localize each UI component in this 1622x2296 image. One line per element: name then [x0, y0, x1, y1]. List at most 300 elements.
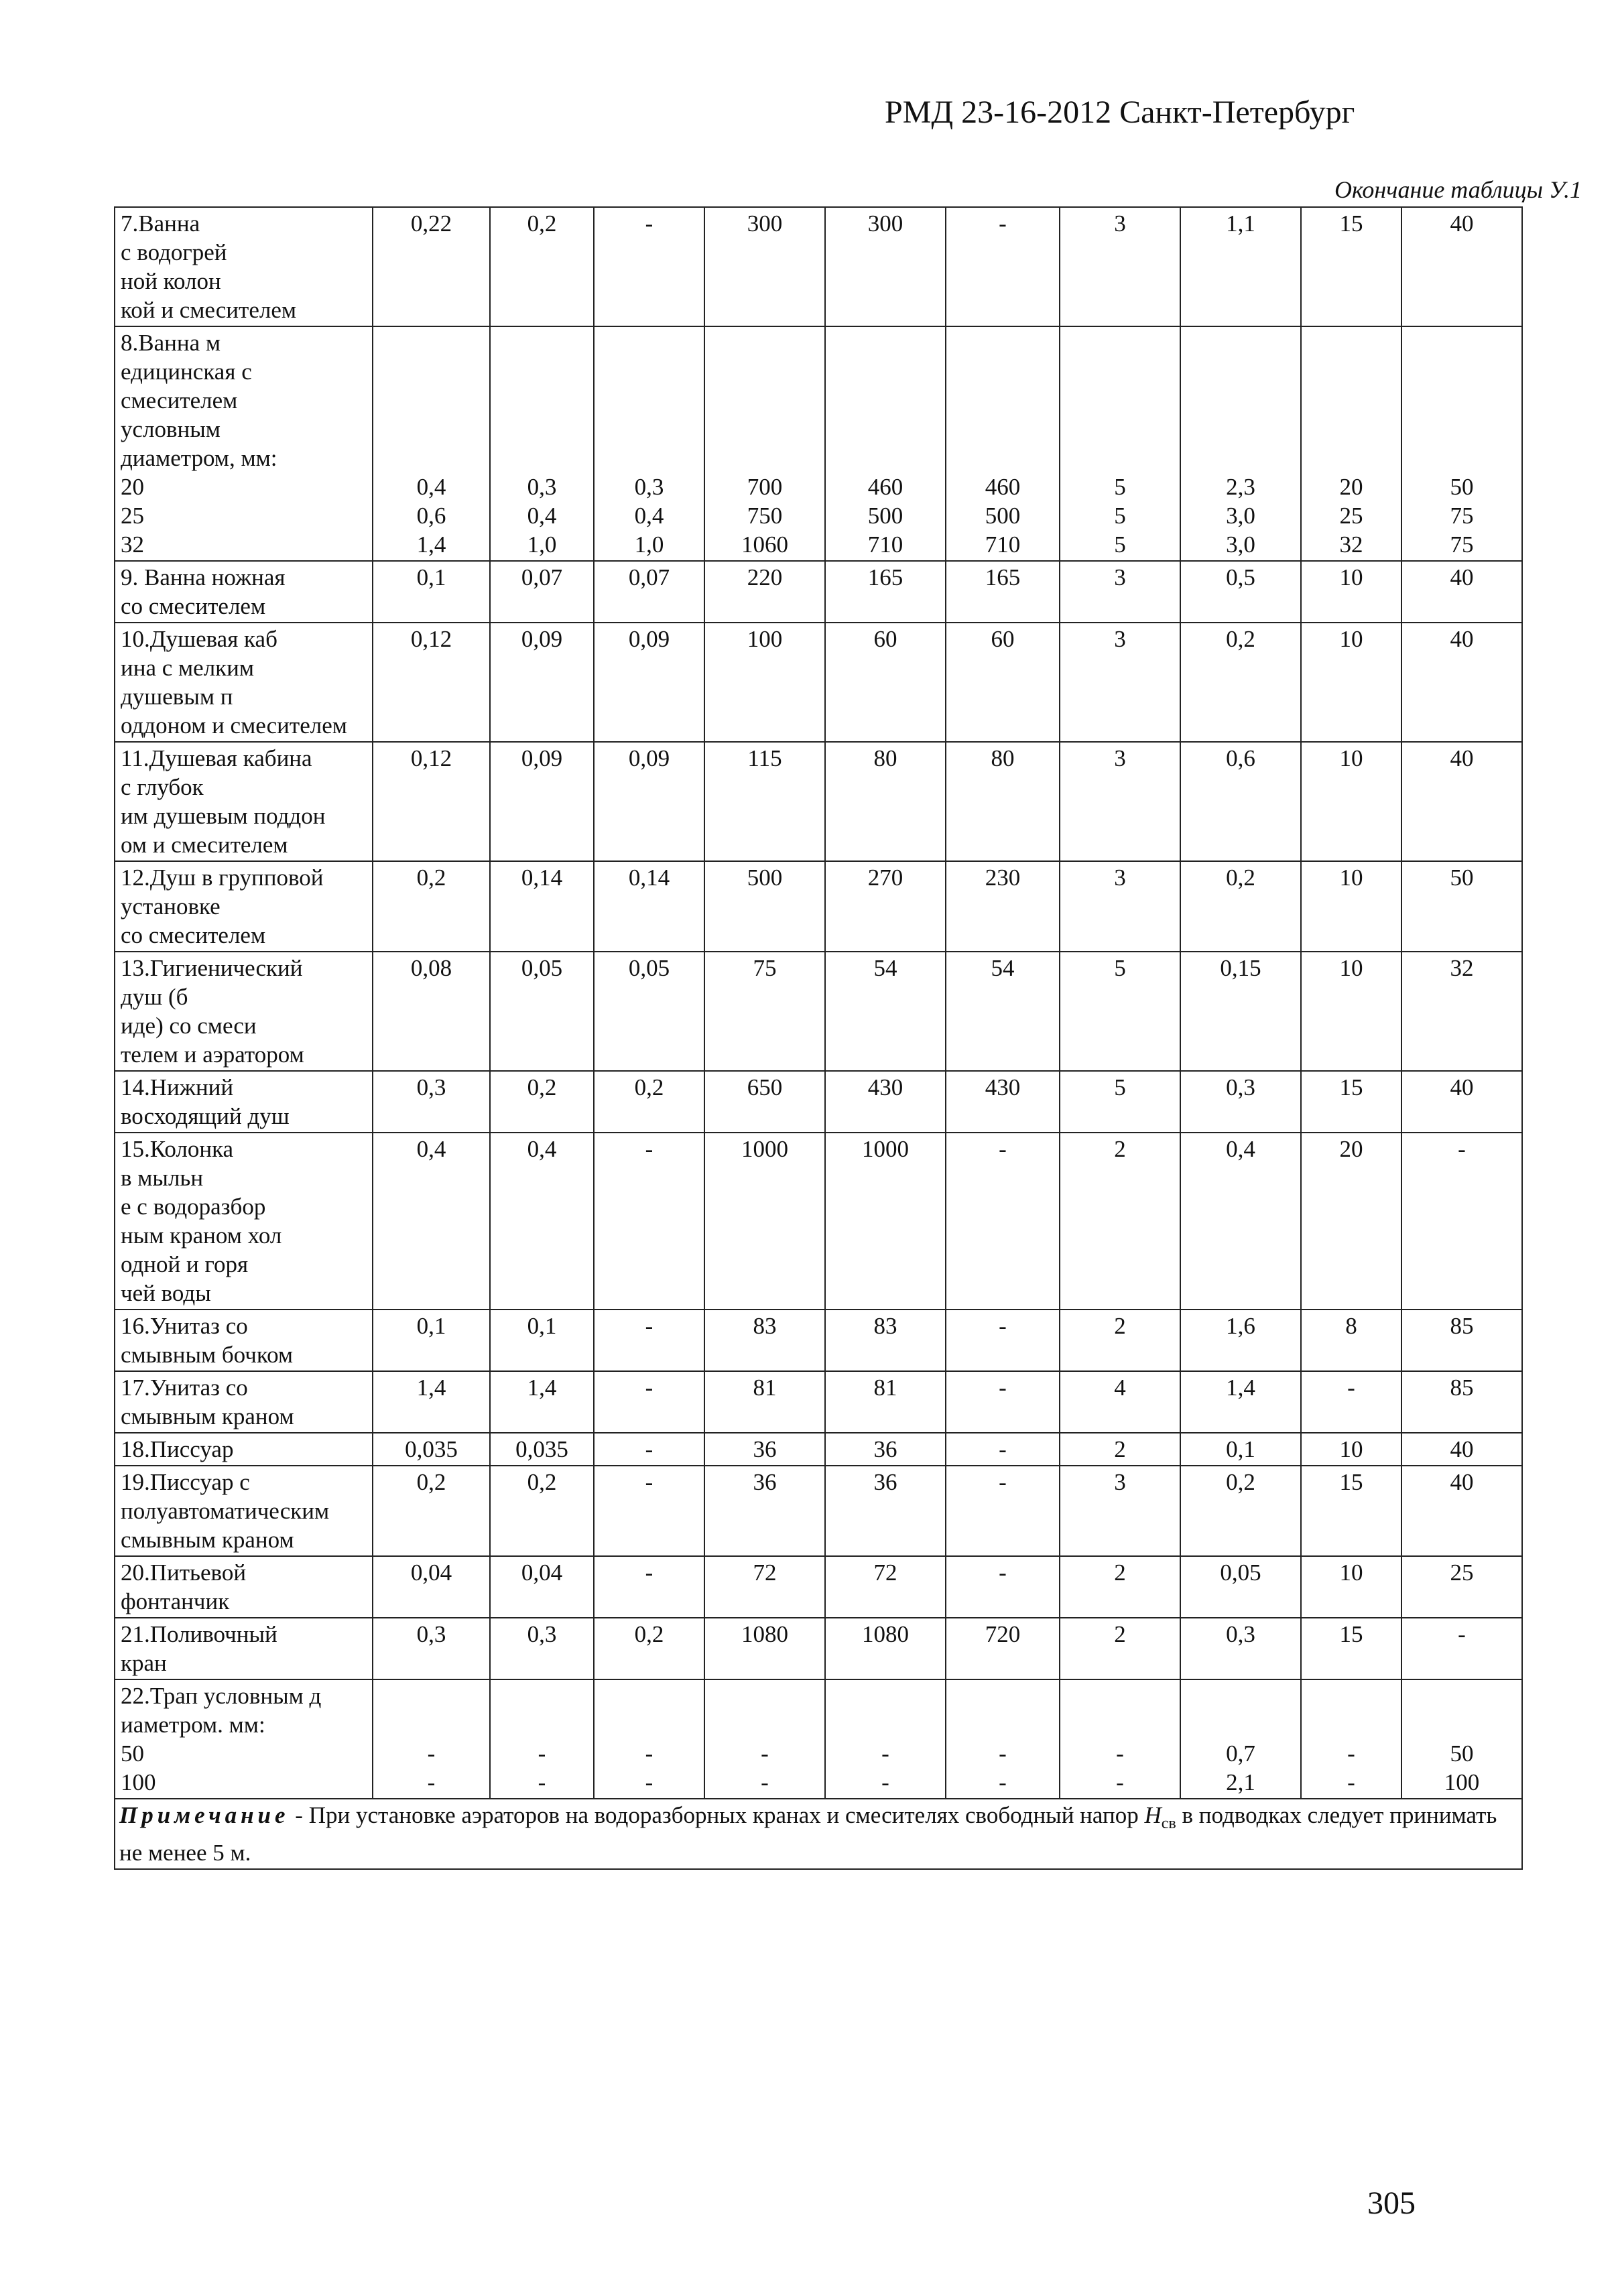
- spacer: [1185, 444, 1296, 472]
- value-cell: 0,09: [490, 742, 594, 861]
- value-cell: 83: [704, 1310, 825, 1371]
- fixture-name-line: восходящий душ: [121, 1103, 290, 1129]
- value-cell: 0,2: [1180, 623, 1301, 742]
- value-cell: [704, 326, 825, 561]
- spacer: [950, 1681, 1055, 1710]
- value: 75: [1450, 503, 1474, 529]
- fixture-name-line: 21.Поливочный: [121, 1621, 277, 1647]
- table-row: [115, 742, 1522, 861]
- page-number: 305: [1367, 2185, 1416, 2221]
- fixture-name-line: 19.Писсуар с: [121, 1469, 250, 1495]
- value: 0,7: [1226, 1740, 1255, 1767]
- value-cell: 54: [946, 952, 1060, 1071]
- value-cell: -: [594, 1433, 704, 1466]
- fixture-name-line: 11.Душевая кабина: [121, 745, 312, 771]
- value-cell: 0,04: [373, 1556, 490, 1618]
- value: -: [1347, 1769, 1355, 1795]
- value-cell: 270: [825, 861, 946, 952]
- value-cell: 0,14: [490, 861, 594, 952]
- table-row: [115, 1310, 1522, 1371]
- spacer: [1406, 328, 1517, 357]
- value-cell: 300: [825, 207, 946, 326]
- spacer: [709, 444, 820, 472]
- value-cell: 165: [946, 561, 1060, 623]
- value: -: [538, 1740, 546, 1767]
- value-cell: 25: [1401, 1556, 1522, 1618]
- table-row: [115, 952, 1522, 1071]
- spacer: [1306, 1681, 1397, 1710]
- fixture-name-line: едицинская с: [121, 359, 252, 385]
- value-cell: 0,05: [594, 952, 704, 1071]
- value-cell: 85: [1401, 1310, 1522, 1371]
- spacer: [709, 415, 820, 444]
- value-cell: 0,2: [490, 207, 594, 326]
- spacer: [599, 415, 700, 444]
- value-cell: 0,09: [594, 623, 704, 742]
- value-cell: -: [946, 1371, 1060, 1433]
- value-cell: 10: [1301, 861, 1401, 952]
- value: -: [645, 1740, 653, 1767]
- value: 20: [1339, 474, 1363, 500]
- value-cell: 15: [1301, 1466, 1401, 1556]
- value: 75: [1450, 531, 1474, 558]
- spacer: [1406, 386, 1517, 415]
- value-cell: 0,2: [373, 1466, 490, 1556]
- table-row: [115, 1433, 1522, 1466]
- value-cell: [373, 326, 490, 561]
- spacer: [830, 357, 941, 386]
- value-cell: -: [1401, 1133, 1522, 1310]
- fixture-name-cell: [115, 952, 373, 1071]
- spacer: [1185, 357, 1296, 386]
- value-cell: 40: [1401, 623, 1522, 742]
- spacer: [950, 386, 1055, 415]
- spacer: [1064, 357, 1176, 386]
- value-cell: 10: [1301, 1556, 1401, 1618]
- value-cell: 54: [825, 952, 946, 1071]
- value-cell: 1080: [825, 1618, 946, 1679]
- fixture-name-cell: [115, 1618, 373, 1679]
- spacer: [1064, 386, 1176, 415]
- spacer: [1306, 444, 1397, 472]
- fixture-name-line: в мыльн: [121, 1165, 204, 1191]
- fixture-name-cell: [115, 207, 373, 326]
- value-cell: 1,6: [1180, 1310, 1301, 1371]
- value-cell: 0,4: [1180, 1133, 1301, 1310]
- fixture-name-cell: [115, 742, 373, 861]
- value-cell: 0,2: [594, 1618, 704, 1679]
- value-cell: 0,2: [1180, 1466, 1301, 1556]
- table-note: [115, 1799, 1522, 1869]
- value-cell: 2: [1060, 1556, 1180, 1618]
- value-cell: 1,4: [490, 1371, 594, 1433]
- value-cell: 3: [1060, 623, 1180, 742]
- spacer: [830, 415, 941, 444]
- value-cell: 0,3: [490, 1618, 594, 1679]
- spacer: [377, 415, 485, 444]
- spacer: [495, 415, 589, 444]
- fixture-name-cell: [115, 1133, 373, 1310]
- value-cell: 0,1: [1180, 1433, 1301, 1466]
- value-cell: [1060, 326, 1180, 561]
- table-row: [115, 1133, 1522, 1310]
- spacer: [1064, 1710, 1176, 1739]
- spacer: [377, 328, 485, 357]
- fixture-name-line: душ (б: [121, 984, 188, 1010]
- value-cell: -: [946, 1556, 1060, 1618]
- fixture-name-line: ина с мелким: [121, 655, 255, 681]
- value-cell: 36: [825, 1466, 946, 1556]
- fixture-name-cell: [115, 1433, 373, 1466]
- spacer: [830, 1710, 941, 1739]
- fixture-name-line: фонтанчик: [121, 1588, 230, 1614]
- spacer: [1406, 1681, 1517, 1710]
- diameter-label: 32: [121, 531, 144, 558]
- table-row: [115, 1556, 1522, 1618]
- value: -: [427, 1740, 436, 1767]
- value-cell: 0,1: [373, 561, 490, 623]
- fixture-name-line: 8.Ванна м: [121, 330, 221, 356]
- value-cell: 40: [1401, 207, 1522, 326]
- fixture-name-line: е с водоразбор: [121, 1194, 266, 1220]
- value-cell: -: [946, 1310, 1060, 1371]
- fixture-name-line: кой и смесителем: [121, 297, 297, 323]
- table-row: [115, 207, 1522, 326]
- value: 50: [1450, 1740, 1474, 1767]
- value: 710: [867, 531, 903, 558]
- value-cell: 0,2: [594, 1071, 704, 1133]
- table-row: [115, 861, 1522, 952]
- spacer: [599, 328, 700, 357]
- value-cell: -: [946, 207, 1060, 326]
- value-cell: 36: [704, 1466, 825, 1556]
- spacer: [599, 357, 700, 386]
- value-cell: 0,3: [373, 1618, 490, 1679]
- value-cell: 0,5: [1180, 561, 1301, 623]
- value-cell: 3: [1060, 1466, 1180, 1556]
- value: -: [1347, 1740, 1355, 1767]
- value: 0,4: [634, 503, 664, 529]
- value-cell: [704, 1679, 825, 1799]
- value: 0,3: [527, 474, 557, 500]
- value-cell: -: [594, 1556, 704, 1618]
- fixture-name-line: 17.Унитаз со: [121, 1375, 248, 1401]
- fixture-name-line: одной и горя: [121, 1251, 249, 1277]
- value: -: [645, 1769, 653, 1795]
- value: 0,4: [527, 503, 557, 529]
- spacer: [830, 1681, 941, 1710]
- value-cell: 83: [825, 1310, 946, 1371]
- value-cell: -: [946, 1133, 1060, 1310]
- value-cell: 80: [825, 742, 946, 861]
- value-cell: 1,4: [1180, 1371, 1301, 1433]
- spacer: [1306, 357, 1397, 386]
- value-cell: 115: [704, 742, 825, 861]
- value-cell: 72: [704, 1556, 825, 1618]
- value: 0,6: [416, 503, 446, 529]
- spacer: [830, 444, 941, 472]
- spacer: [1185, 386, 1296, 415]
- value: 25: [1339, 503, 1363, 529]
- value-cell: [490, 326, 594, 561]
- diameter-label: 20: [121, 474, 144, 500]
- value-cell: 15: [1301, 1618, 1401, 1679]
- table-row: [115, 326, 1522, 561]
- value-cell: 0,3: [1180, 1618, 1301, 1679]
- fixture-name-cell: [115, 1071, 373, 1133]
- value-cell: 10: [1301, 561, 1401, 623]
- value: 750: [747, 503, 783, 529]
- spacer: [495, 1681, 589, 1710]
- fixture-name-line: 7.Ванна: [121, 210, 200, 237]
- table-row: [115, 623, 1522, 742]
- fixture-name-line: смывным краном: [121, 1527, 294, 1553]
- fixture-name-line: 12.Душ в групповой: [121, 865, 324, 891]
- value-cell: -: [1301, 1371, 1401, 1433]
- fixture-name-cell: [115, 561, 373, 623]
- value-cell: 300: [704, 207, 825, 326]
- value-cell: 230: [946, 861, 1060, 952]
- spacer: [495, 328, 589, 357]
- value: 100: [1444, 1769, 1480, 1795]
- value-cell: 40: [1401, 1433, 1522, 1466]
- spacer: [950, 328, 1055, 357]
- spacer: [377, 386, 485, 415]
- value: 0,3: [634, 474, 664, 500]
- value-cell: 0,035: [490, 1433, 594, 1466]
- value-cell: 40: [1401, 561, 1522, 623]
- value-cell: 80: [946, 742, 1060, 861]
- table-row: [115, 1071, 1522, 1133]
- note-label: Примечание: [119, 1802, 290, 1828]
- value-cell: 40: [1401, 1466, 1522, 1556]
- spacer: [1306, 386, 1397, 415]
- fixture-name-line: душевым п: [121, 684, 233, 710]
- value-cell: 165: [825, 561, 946, 623]
- value-cell: 15: [1301, 207, 1401, 326]
- spacer: [1406, 415, 1517, 444]
- spacer: [1306, 415, 1397, 444]
- value-cell: 3: [1060, 207, 1180, 326]
- value: 5: [1114, 474, 1126, 500]
- value-cell: [825, 1679, 946, 1799]
- value: 32: [1339, 531, 1363, 558]
- note-text-2: в подводках следует принимать не менее 5 м.: [119, 1802, 1497, 1866]
- value-cell: 85: [1401, 1371, 1522, 1433]
- value: -: [761, 1769, 769, 1795]
- spacer: [495, 357, 589, 386]
- fixture-name-line: иаметром. мм:: [121, 1712, 265, 1738]
- note-symbol: $H_{св}$: [1144, 1802, 1176, 1832]
- value-cell: 36: [704, 1433, 825, 1466]
- spacer: [709, 386, 820, 415]
- value-cell: 1080: [704, 1618, 825, 1679]
- value-cell: 40: [1401, 1071, 1522, 1133]
- spacer: [709, 328, 820, 357]
- spacer: [599, 386, 700, 415]
- value-cell: -: [594, 1371, 704, 1433]
- fixture-name-line: смывным краном: [121, 1403, 294, 1429]
- document-header: РМД 23-16-2012 Санкт-Петербург: [885, 94, 1355, 130]
- value-cell: 0,07: [490, 561, 594, 623]
- value: 460: [985, 474, 1021, 500]
- spacer: [495, 1710, 589, 1739]
- value-cell: 0,6: [1180, 742, 1301, 861]
- spacer: [495, 444, 589, 472]
- spacer: [377, 357, 485, 386]
- spacer: [709, 357, 820, 386]
- value-cell: 10: [1301, 1433, 1401, 1466]
- fixture-name-line: телем и аэратором: [121, 1041, 304, 1068]
- spacer: [599, 444, 700, 472]
- value-cell: 20: [1301, 1133, 1401, 1310]
- value: 1,0: [634, 531, 664, 558]
- spacer: [1064, 1681, 1176, 1710]
- value-cell: -: [594, 1133, 704, 1310]
- value-cell: [1401, 326, 1522, 561]
- value-cell: [946, 326, 1060, 561]
- fixture-name-cell: [115, 1310, 373, 1371]
- spacer: [1064, 415, 1176, 444]
- value-cell: 5: [1060, 1071, 1180, 1133]
- value: -: [761, 1740, 769, 1767]
- value-cell: 0,035: [373, 1433, 490, 1466]
- spacer: [950, 444, 1055, 472]
- fixture-name-line: смывным бочком: [121, 1342, 294, 1368]
- value: -: [881, 1769, 889, 1795]
- spacer: [495, 386, 589, 415]
- fixture-name-line: 22.Трап условным д: [121, 1683, 322, 1709]
- value-cell: 75: [704, 952, 825, 1071]
- value-cell: 100: [704, 623, 825, 742]
- value-cell: 50: [1401, 861, 1522, 952]
- value-cell: 0,08: [373, 952, 490, 1071]
- value-cell: 0,4: [490, 1133, 594, 1310]
- spacer: [377, 1710, 485, 1739]
- table-row: [115, 1679, 1522, 1799]
- value: 700: [747, 474, 783, 500]
- spacer: [1185, 415, 1296, 444]
- value-cell: 15: [1301, 1071, 1401, 1133]
- value-cell: 1000: [704, 1133, 825, 1310]
- fixture-name-line: полуавтоматическим: [121, 1498, 330, 1524]
- value-cell: 0,4: [373, 1133, 490, 1310]
- value-cell: 60: [825, 623, 946, 742]
- spacer: [950, 357, 1055, 386]
- value: 500: [867, 503, 903, 529]
- value-cell: 3: [1060, 742, 1180, 861]
- value-cell: 0,3: [373, 1071, 490, 1133]
- value: 500: [985, 503, 1021, 529]
- value-cell: -: [946, 1433, 1060, 1466]
- value-cell: [373, 1679, 490, 1799]
- spacer: [1406, 1710, 1517, 1739]
- spacer: [830, 328, 941, 357]
- value-cell: -: [594, 207, 704, 326]
- value-cell: 0,15: [1180, 952, 1301, 1071]
- value-cell: [946, 1679, 1060, 1799]
- spacer: [1064, 328, 1176, 357]
- spacer: [1406, 444, 1517, 472]
- fixture-name-cell: [115, 1371, 373, 1433]
- fixture-name-cell: [115, 326, 373, 561]
- fixture-name-cell: [115, 623, 373, 742]
- fixture-name-line: 9. Ванна ножная: [121, 564, 286, 590]
- table-caption: Окончание таблицы У.1: [1334, 176, 1582, 203]
- value-cell: [1401, 1679, 1522, 1799]
- value-cell: 430: [946, 1071, 1060, 1133]
- value-cell: 1,4: [373, 1371, 490, 1433]
- value-cell: 3: [1060, 561, 1180, 623]
- value-cell: 0,2: [490, 1466, 594, 1556]
- fixture-name-line: оддоном и смесителем: [121, 712, 347, 739]
- value-cell: 10: [1301, 623, 1401, 742]
- value-cell: 1,1: [1180, 207, 1301, 326]
- value-cell: 0,1: [373, 1310, 490, 1371]
- value-cell: 0,07: [594, 561, 704, 623]
- spacer: [830, 386, 941, 415]
- value-cell: 81: [825, 1371, 946, 1433]
- value: 5: [1114, 503, 1126, 529]
- value-cell: 60: [946, 623, 1060, 742]
- value-cell: [1301, 326, 1401, 561]
- value-cell: 0,05: [1180, 1556, 1301, 1618]
- table-row: [115, 561, 1522, 623]
- spacer: [709, 1710, 820, 1739]
- fixture-name-line: диаметром, мм:: [121, 445, 277, 471]
- value: 1060: [741, 531, 788, 558]
- fixture-name-line: с глубок: [121, 774, 204, 800]
- value-cell: 0,2: [1180, 861, 1301, 952]
- value-cell: [1180, 326, 1301, 561]
- spacer: [1306, 1710, 1397, 1739]
- fixture-name-line: ом и смесителем: [121, 832, 288, 858]
- value-cell: [1301, 1679, 1401, 1799]
- value-cell: 0,2: [490, 1071, 594, 1133]
- table-row: [115, 1466, 1522, 1556]
- value-cell: 0,04: [490, 1556, 594, 1618]
- value: 2,1: [1226, 1769, 1255, 1795]
- value-cell: -: [594, 1466, 704, 1556]
- fixture-name-cell: [115, 1466, 373, 1556]
- fixture-name-line: с водогрей: [121, 239, 227, 265]
- fixture-name-line: 10.Душевая каб: [121, 626, 277, 652]
- value-cell: 3: [1060, 861, 1180, 952]
- fixture-name-line: условным: [121, 416, 221, 442]
- value-cell: 2: [1060, 1310, 1180, 1371]
- note-text-1: - При установке аэраторов на водоразборных кранах и смесителях свободный напор: [295, 1802, 1139, 1828]
- value: -: [999, 1769, 1007, 1795]
- fixture-name-line: 20.Питьевой: [121, 1559, 247, 1586]
- fixtures-table: [114, 206, 1523, 1870]
- value-cell: 500: [704, 861, 825, 952]
- fixture-name-line: чей воды: [121, 1280, 211, 1306]
- value-cell: [825, 326, 946, 561]
- spacer: [1064, 444, 1176, 472]
- spacer: [1185, 1710, 1296, 1739]
- value-cell: [1180, 1679, 1301, 1799]
- fixture-name-line: 14.Нижний: [121, 1074, 234, 1100]
- fixture-name-line: 15.Колонка: [121, 1136, 234, 1162]
- value-cell: 0,3: [1180, 1071, 1301, 1133]
- spacer: [599, 1681, 700, 1710]
- spacer: [599, 1710, 700, 1739]
- value-cell: [594, 1679, 704, 1799]
- value-cell: 0,05: [490, 952, 594, 1071]
- value-cell: 32: [1401, 952, 1522, 1071]
- value-cell: 2: [1060, 1133, 1180, 1310]
- value-cell: 2: [1060, 1618, 1180, 1679]
